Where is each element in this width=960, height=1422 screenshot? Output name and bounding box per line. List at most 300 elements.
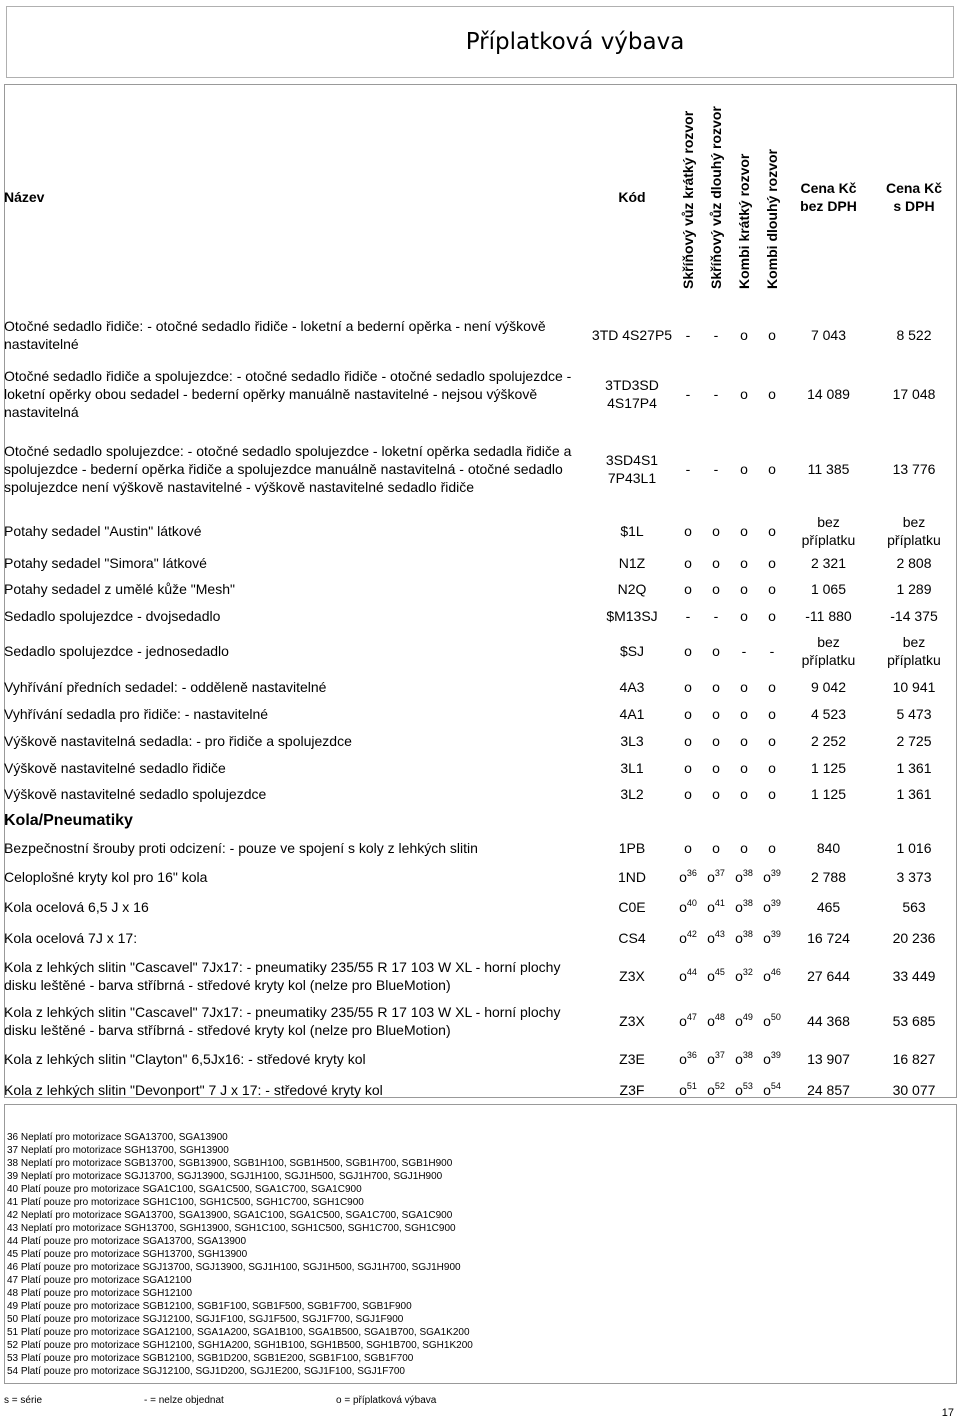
availability-mark [730,673,758,700]
availability-value: o [763,1082,771,1098]
table-row [4,361,957,427]
availability-value: - [713,461,719,477]
availability-mark [674,551,702,575]
price-with-vat: 1 016 [896,840,932,856]
footnote-ref: 41 [714,898,725,908]
footnote: 48 Platí pouze pro motorizace SGH12100 [7,1288,193,1299]
availability-mark [730,629,758,673]
legend [4,1395,704,1409]
footnote-ref: 37 [714,868,725,878]
price-without-vat: -11 880 [805,607,852,624]
availability-value: o [768,840,776,856]
footnote-ref: 54 [770,1081,781,1091]
availability-value: o [740,523,748,539]
footnote-ref: 32 [742,967,753,977]
footnote-ref: 50 [770,1012,781,1022]
availability-mark [674,700,702,727]
footnote: 36 Neplatí pro motorizace SGA13700, SGA13900 [7,1132,228,1143]
price-with-vat: 17 048 [892,386,936,402]
price-with-vat: 30 077 [892,1082,936,1098]
availability-mark [674,892,702,922]
section-title: Kola/Pneumatiky [4,811,133,829]
availability-mark [758,727,786,754]
item-name: Kola z lehkých slitin "Clayton" 6,5Jx16: - středové kryty kol [4,1051,366,1067]
availability-mark [730,309,758,361]
item-code: 4A3 [619,678,645,695]
availability-mark [758,998,786,1044]
header-kod: Kód [618,188,646,205]
availability-mark [674,427,702,511]
price-without-vat: 24 857 [807,1082,850,1098]
availability-mark [674,922,702,954]
availability-value: o [768,327,776,343]
availability-mark [758,1044,786,1074]
table-row [4,700,957,727]
price-with-vat: 1 361 [896,759,932,776]
availability-value: - [713,607,719,624]
availability-value: o [763,899,771,915]
page-number: 17 [941,1407,954,1419]
availability-value: o [768,732,776,749]
item-code: 3SD4S1 7P43L1 [605,452,659,486]
table-row [4,862,957,892]
item-name: Kola ocelová 6,5 J x 16 [4,899,149,915]
availability-mark [702,673,730,700]
availability-mark [758,602,786,629]
footnote: 46 Platí pouze pro motorizace SGJ13700, SGJ13900, SGJ1H100, SGJ1H500, SGJ1H700, SGJ1H900 [7,1262,461,1273]
price-without-vat: 44 368 [807,1013,850,1029]
availability-mark [702,575,730,602]
item-code: 4A1 [619,705,645,722]
availability-value: o [768,386,776,402]
price-without-vat: 1 065 [810,580,847,597]
availability-value: o [768,607,776,624]
header-col4-label: Kombi dlouhý rozvor [764,149,780,289]
footnote-ref: 38 [742,868,753,878]
availability-value: - [685,327,691,343]
availability-value: o [768,580,776,597]
footnote: 41 Platí pouze pro motorizace SGH1C100, SGH1C500, SGH1C700, SGH1C900 [7,1197,364,1208]
availability-value: o [679,1051,687,1067]
availability-value: o [768,705,776,722]
availability-mark [702,700,730,727]
price-with-vat: bez příplatku [887,514,941,548]
availability-mark [730,1044,758,1074]
header-col1-label: Skříňový vůz krátký rozvor [680,110,696,289]
availability-mark [730,862,758,892]
header-name: Název [4,188,45,205]
availability-value: o [740,607,748,624]
availability-mark [730,427,758,511]
item-code: Z3X [619,968,645,984]
price-with-vat: 10 941 [892,678,936,695]
availability-value: o [684,523,692,539]
item-name: Kola z lehkých slitin "Devonport" 7 J x 17: - středové kryty kol [4,1082,383,1098]
legend-series: s = série [4,1395,43,1406]
availability-mark [758,781,786,807]
availability-value: o [735,1051,743,1067]
availability-value: o [707,899,715,915]
footnote-ref: 40 [686,898,697,908]
item-name: Kola z lehkých slitin "Cascavel" 7Jx17: - pneumatiky 235/55 R 17 103 W XL - horní plochy disku leštěné - barva stříbrná - středové kryty kol (nelze pro BlueMotion) [4,1004,561,1038]
availability-value: o [707,1051,715,1067]
availability-value: o [740,732,748,749]
header-price-without-vat [786,84,871,309]
price-with-vat: 3 373 [896,869,932,885]
price-without-vat: 1 125 [810,759,847,776]
availability-value: o [740,705,748,722]
header-price1-line2: bez DPH [800,197,857,214]
item-name: Výškově nastavitelné sedadlo spolujezdce [4,786,267,802]
availability-value: o [735,869,743,885]
availability-value: o [712,643,720,659]
footnote-ref: 42 [686,929,697,939]
availability-mark [702,1044,730,1074]
price-with-vat: 53 685 [892,1013,936,1029]
table-row [4,922,957,954]
table-row [4,892,957,922]
availability-mark [674,781,702,807]
availability-value: o [684,678,692,695]
price-without-vat: 2 788 [810,869,847,885]
availability-value: o [679,930,687,946]
availability-value: o [684,786,692,802]
header-row [4,84,957,309]
availability-mark [730,511,758,551]
availability-mark [702,427,730,511]
item-name: Výškově nastavitelné sedadlo řidiče [4,759,226,776]
availability-mark [674,1044,702,1074]
footnote-ref: 48 [714,1012,725,1022]
table-row [4,1074,957,1106]
availability-value: o [763,869,771,885]
footnote-ref: 39 [770,1050,781,1060]
availability-value: o [684,759,692,776]
table-row [4,834,957,862]
table-body [4,309,957,1106]
table-row [4,602,957,629]
availability-mark [730,361,758,427]
item-code: 3L1 [620,759,644,776]
price-without-vat: 2 321 [810,555,847,571]
price-with-vat: 1 289 [896,580,932,597]
header-col3 [730,84,758,309]
footnote: 43 Neplatí pro motorizace SGH13700, SGH13900, SGH1C100, SGH1C500, SGH1C700, SGH1C900 [7,1223,456,1234]
availability-mark [730,1074,758,1106]
price-with-vat: 33 449 [892,968,936,984]
header-price1-line1: Cena Kč [800,179,857,196]
item-code: Z3X [619,1013,645,1029]
availability-value: o [740,327,748,343]
availability-mark [758,575,786,602]
price-with-vat: 1 361 [896,786,932,802]
availability-mark [730,551,758,575]
availability-mark [674,754,702,781]
header-col3-label: Kombi krátký rozvor [736,153,752,289]
price-without-vat: 9 042 [810,678,847,695]
availability-value: o [679,869,687,885]
item-code: 1PB [618,840,646,856]
item-name: Vyhřívání sedadla pro řidiče: - nastavitelné [4,705,269,722]
price-without-vat: 1 125 [810,786,847,802]
price-table [4,84,957,1106]
item-name: Potahy sedadel "Austin" látkové [4,523,202,539]
footnotes-box [4,1104,957,1384]
availability-mark [674,727,702,754]
availability-mark [730,575,758,602]
footnote: 51 Platí pouze pro motorizace SGA12100, SGA1A200, SGA1B100, SGA1B500, SGA1B700, SGA1K200 [7,1327,470,1338]
table-row [4,551,957,575]
availability-value: o [712,786,720,802]
availability-mark [758,511,786,551]
footnote: 52 Platí pouze pro motorizace SGH12100, SGH1A200, SGH1B100, SGH1B500, SGH1B700, SGH1K200 [7,1340,473,1351]
price-without-vat: 14 089 [807,386,850,402]
price-without-vat: 2 252 [810,732,847,749]
availability-mark [730,954,758,998]
availability-value: o [707,1082,715,1098]
item-name: Sedadlo spolujezdce - jednosedadlo [4,643,229,659]
availability-mark [730,602,758,629]
item-name: Výškově nastavitelná sedadla: - pro řidiče a spolujezdce [4,732,352,749]
availability-value: o [740,386,748,402]
availability-value: o [712,580,720,597]
item-name: Kola ocelová 7J x 17: [4,930,138,946]
availability-value: o [768,461,776,477]
legend-not-orderable: - = nelze objednat [144,1395,224,1406]
price-with-vat: -14 375 [890,607,938,624]
footnote-ref: 39 [770,898,781,908]
header-price2-line1: Cena Kč [885,179,943,196]
item-code: $1L [620,523,644,539]
availability-mark [702,309,730,361]
price-without-vat: bez příplatku [801,514,856,548]
footnote-ref: 43 [714,929,725,939]
table-row [4,781,957,807]
availability-value: o [679,968,687,984]
availability-mark [702,954,730,998]
availability-value: o [740,555,748,571]
availability-value: o [684,555,692,571]
availability-mark [730,998,758,1044]
availability-mark [702,922,730,954]
price-without-vat: 7 043 [810,327,847,343]
availability-value: o [707,930,715,946]
table-row [4,427,957,511]
item-name: Otočné sedadlo řidiče: - otočné sedadlo řidiče - loketní a bederní opěrka - není výškově nastavitelné [4,318,546,352]
availability-mark [758,892,786,922]
availability-mark [702,892,730,922]
footnote: 45 Platí pouze pro motorizace SGH13700, SGH13900 [7,1249,248,1260]
availability-mark [730,754,758,781]
availability-value: o [712,555,720,571]
availability-value: o [768,678,776,695]
item-code: Z3E [619,1051,645,1067]
availability-mark [702,754,730,781]
availability-value: o [712,705,720,722]
availability-value: o [740,786,748,802]
item-code: Z3F [619,1082,645,1098]
availability-mark [674,575,702,602]
price-with-vat: 2 725 [896,732,932,749]
availability-mark [758,309,786,361]
footnote-ref: 39 [770,868,781,878]
availability-value: o [768,555,776,571]
item-name: Vyhřívání předních sedadel: - odděleně nastavitelné [4,678,327,695]
availability-mark [758,754,786,781]
footnote: 50 Platí pouze pro motorizace SGJ12100, SGJ1F100, SGJ1F500, SGJ1F700, SGJ1F900 [7,1314,404,1325]
footnote-ref: 39 [770,929,781,939]
footnote: 49 Platí pouze pro motorizace SGB12100, SGB1F100, SGB1F500, SGB1F700, SGB1F900 [7,1301,412,1312]
availability-mark [702,511,730,551]
item-name: Potahy sedadel "Simora" látkové [4,555,207,571]
header-col2-label: Skříňový vůz dlouhý rozvor [708,106,724,289]
availability-mark [702,602,730,629]
legend-optional: o = příplatková výbava [336,1395,437,1406]
price-without-vat: 840 [816,840,841,856]
availability-value: o [740,759,748,776]
item-code: $M13SJ [606,607,658,624]
footnote: 40 Platí pouze pro motorizace SGA1C100, SGA1C500, SGA1C700, SGA1C900 [7,1184,362,1195]
availability-mark [730,922,758,954]
availability-value: o [768,759,776,776]
item-code: C0E [618,899,646,915]
footnote-ref: 38 [742,929,753,939]
availability-value: o [712,678,720,695]
availability-value: o [712,732,720,749]
availability-value: o [740,580,748,597]
footnote-ref: 53 [742,1081,753,1091]
table-row [4,954,957,998]
footnote: 53 Platí pouze pro motorizace SGB12100, SGB1D200, SGB1E200, SGB1F100, SGB1F700 [7,1353,414,1364]
availability-value: o [735,1082,743,1098]
section-row [4,807,957,834]
availability-value: - [685,461,691,477]
price-with-vat: bez příplatku [887,634,941,668]
availability-mark [730,834,758,862]
item-code: 1ND [617,869,646,885]
footnote: 54 Platí pouze pro motorizace SGJ12100, SGJ1D200, SGJ1E200, SGJ1F100, SGJ1F700 [7,1366,405,1377]
availability-mark [730,892,758,922]
price-without-vat: 16 724 [807,930,850,946]
item-code: CS4 [618,930,646,946]
availability-mark [702,727,730,754]
page-title: Příplatková výbava [465,29,685,55]
title-box [6,6,954,78]
availability-mark [674,862,702,892]
availability-value: o [763,930,771,946]
price-with-vat: 8 522 [896,327,932,343]
availability-mark [758,551,786,575]
footnote-ref: 38 [742,1050,753,1060]
availability-mark [758,922,786,954]
availability-value: o [768,786,776,802]
price-without-vat: bez příplatku [801,634,856,668]
availability-value: o [740,461,748,477]
availability-value: o [712,840,720,856]
footnote: 37 Neplatí pro motorizace SGH13700, SGH13900 [7,1145,229,1156]
item-code: N2Q [617,580,647,597]
availability-mark [758,673,786,700]
item-code: $SJ [619,643,645,659]
availability-value: o [679,1082,687,1098]
table-row [4,1044,957,1074]
availability-mark [702,629,730,673]
price-without-vat: 465 [816,899,841,915]
availability-value: - [713,386,719,402]
availability-mark [674,954,702,998]
availability-mark [758,629,786,673]
footnote-ref: 37 [714,1050,725,1060]
availability-value: o [763,1013,771,1029]
availability-mark [758,361,786,427]
price-with-vat: 563 [902,899,926,915]
availability-value: o [707,869,715,885]
availability-mark [674,602,702,629]
availability-mark [674,834,702,862]
footnote-ref: 49 [742,1012,753,1022]
price-with-vat: 16 827 [892,1051,936,1067]
availability-mark [674,1074,702,1106]
table-row [4,575,957,602]
availability-value: o [740,840,748,856]
availability-value: o [712,759,720,776]
availability-mark [758,834,786,862]
price-without-vat: 11 385 [807,461,850,477]
availability-value: o [684,732,692,749]
table-row [4,673,957,700]
footnote: 38 Neplatí pro motorizace SGB13700, SGB13900, SGB1H100, SGB1H500, SGB1H700, SGB1H900 [7,1158,453,1169]
availability-value: o [684,840,692,856]
item-code: 3TD 4S27P5 [591,327,673,343]
item-code: 3L3 [620,732,644,749]
table-row [4,629,957,673]
availability-value: o [735,930,743,946]
footnote-ref: 36 [686,868,697,878]
availability-mark [674,629,702,673]
header-price2-line2: s DPH [893,197,935,214]
availability-mark [758,427,786,511]
availability-value: - [769,643,775,659]
availability-mark [758,700,786,727]
availability-mark [730,700,758,727]
price-with-vat: 13 776 [892,461,936,477]
footnote: 39 Neplatí pro motorizace SGJ13700, SGJ13900, SGJ1H100, SGJ1H500, SGJ1H700, SGJ1H900 [7,1171,443,1182]
availability-mark [758,954,786,998]
header-col1 [674,84,702,309]
price-without-vat: 27 644 [807,968,850,984]
availability-value: o [684,643,692,659]
price-with-vat: 20 236 [892,930,936,946]
availability-value: - [685,386,691,402]
item-name: Celoplošné kryty kol pro 16" kola [4,869,208,885]
availability-mark [674,511,702,551]
footnote-ref: 45 [714,967,725,977]
footnote-ref: 47 [686,1012,697,1022]
item-name: Kola z lehkých slitin "Cascavel" 7Jx17: - pneumatiky 235/55 R 17 103 W XL - horní plochy disku leštěné - barva stříbrná - středové kryty kol (nelze pro BlueMotion) [4,959,561,993]
item-name: Otočné sedadlo řidiče a spolujezdce: - otočné sedadlo řidiče - otočné sedadlo spolujezdce - loketní opěrky obou sedadel - bederní opěrky manuálně nastavitelné - nejsou výškově nastavitelná [4,368,572,420]
availability-value: o [707,968,715,984]
price-without-vat: 4 523 [810,705,847,722]
availability-mark [730,781,758,807]
availability-value: - [685,607,691,624]
availability-mark [702,551,730,575]
availability-mark [702,862,730,892]
item-name: Potahy sedadel z umělé kůže "Mesh" [4,580,235,597]
item-code: N1Z [618,555,646,571]
availability-value: o [684,580,692,597]
availability-value: o [735,1013,743,1029]
footnote-ref: 46 [770,967,781,977]
